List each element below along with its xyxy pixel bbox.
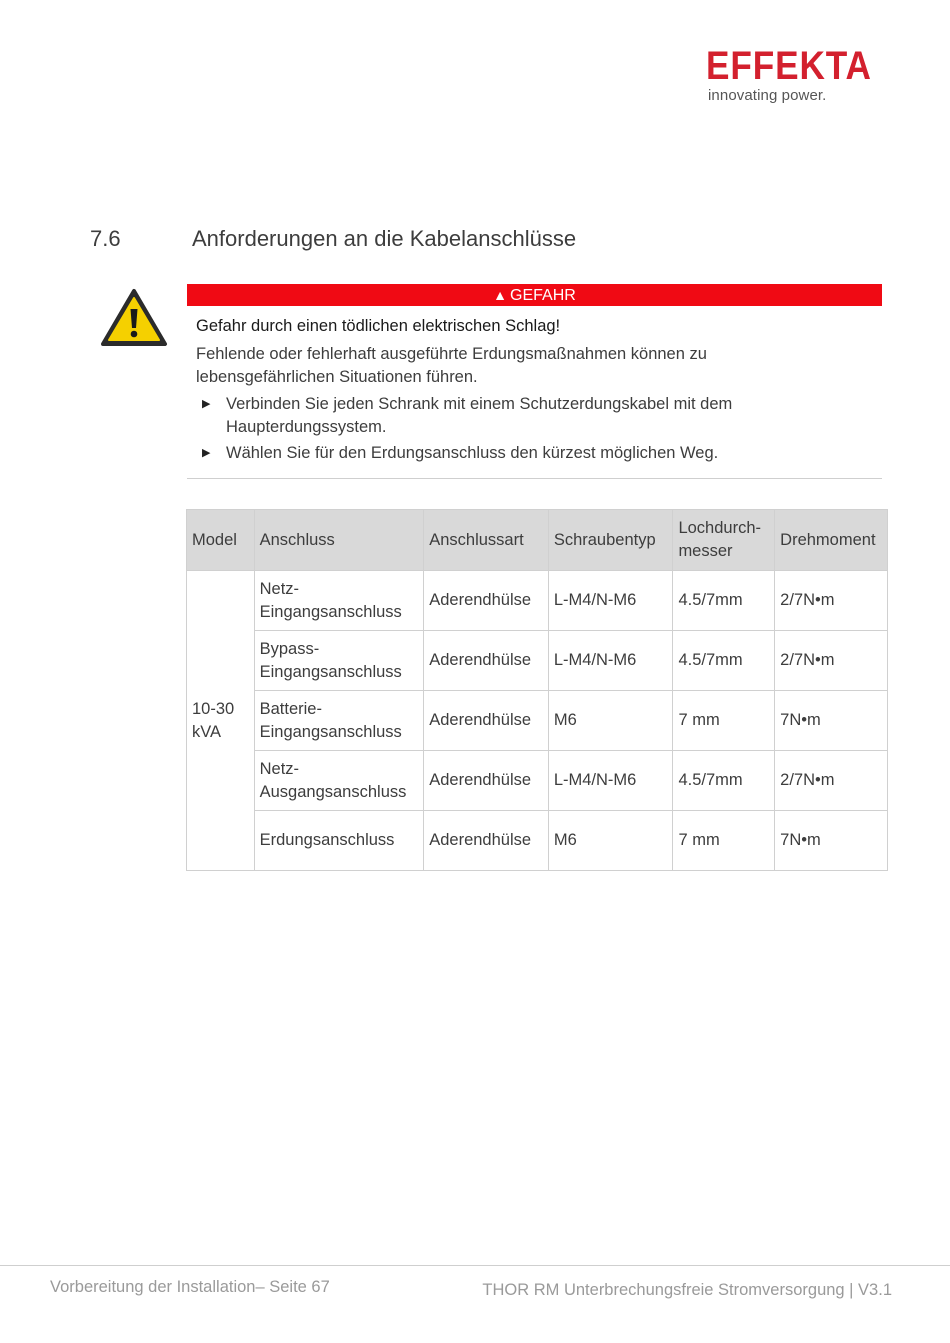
schraubentyp-cell: L-M4/N-M6 <box>548 631 673 691</box>
anschlussart-cell: Aderendhülse <box>424 811 549 871</box>
drehmoment-cell: 2/7N•m <box>775 631 888 691</box>
bullet-text: Wählen Sie für den Erdungsanschluss den kürzest möglichen Weg. <box>226 444 719 462</box>
table-row <box>187 571 888 631</box>
logo-wordmark: EFFEKTA <box>706 44 872 88</box>
footer-page-info: Vorbereitung der Installation– Seite 67 <box>50 1278 330 1296</box>
footer-document-title: THOR RM Unterbrechungsfreie Stromversorgung | V3.1 <box>482 1281 892 1299</box>
drehmoment-cell: 2/7N•m <box>775 571 888 631</box>
logo-tagline: innovating power. <box>708 87 827 104</box>
bullet-arrow-icon: ▶ <box>202 447 211 459</box>
schraubentyp-cell: L-M4/N-M6 <box>548 751 673 811</box>
anschlussart-cell: Aderendhülse <box>424 631 549 691</box>
anschluss-cell: Bypass-Eingangsanschluss <box>254 631 424 691</box>
bullet-arrow-icon: ▶ <box>202 398 211 410</box>
header-anschluss: Anschluss <box>254 510 424 571</box>
schraubentyp-cell: M6 <box>548 691 673 751</box>
alert-triangle-icon: ▲ <box>493 287 508 303</box>
table-row <box>187 631 888 691</box>
lochdurchmesser-cell: 7 mm <box>673 691 775 751</box>
table-row <box>187 811 888 871</box>
drehmoment-cell: 2/7N•m <box>775 751 888 811</box>
anschlussart-cell: Aderendhülse <box>424 751 549 811</box>
warning-headline: Gefahr durch einen tödlichen elektrischen Schlag! <box>196 317 561 335</box>
anschluss-cell: Netz-Ausgangsanschluss <box>254 751 424 811</box>
schraubentyp-cell: L-M4/N-M6 <box>548 571 673 631</box>
lochdurchmesser-cell: 4.5/7mm <box>673 631 775 691</box>
anschluss-cell: Netz-Eingangsanschluss <box>254 571 424 631</box>
anschluss-cell: Batterie-Eingangsanschluss <box>254 691 424 751</box>
table-row <box>187 691 888 751</box>
drehmoment-cell: 7N•m <box>775 811 888 871</box>
warning-triangle-icon <box>100 288 168 348</box>
schraubentyp-cell: M6 <box>548 811 673 871</box>
header-schraubentyp: Schraubentyp <box>548 510 673 571</box>
footer-divider <box>0 1265 950 1266</box>
anschluss-cell: Erdungsanschluss <box>254 811 424 871</box>
table-row <box>187 751 888 811</box>
lochdurchmesser-cell: 4.5/7mm <box>673 751 775 811</box>
warning-text: Fehlende oder fehlerhaft ausgeführte Erdungsmaßnahmen können zu lebensgefährlichen Situationen führen. <box>196 345 707 386</box>
lochdurchmesser-cell: 4.5/7mm <box>673 571 775 631</box>
cable-spec-table <box>186 509 888 871</box>
danger-banner <box>187 284 882 306</box>
section-title: Anforderungen an die Kabelanschlüsse <box>192 226 577 251</box>
divider <box>187 478 882 479</box>
bullet-text: Verbinden Sie jeden Schrank mit einem Schutzerdungskabel mit dem Haupterdungssystem. <box>226 395 733 436</box>
header-lochdurchmesser: Lochdurch-messer <box>673 510 775 571</box>
section-number: 7.6 <box>90 226 121 251</box>
drehmoment-cell: 7N•m <box>775 691 888 751</box>
model-cell: 10-30 kVA <box>187 571 255 871</box>
anschlussart-cell: Aderendhülse <box>424 571 549 631</box>
effekta-logo <box>706 46 886 104</box>
header-drehmoment: Drehmoment <box>775 510 888 571</box>
table-header-row <box>187 510 888 571</box>
anschlussart-cell: Aderendhülse <box>424 691 549 751</box>
lochdurchmesser-cell: 7 mm <box>673 811 775 871</box>
header-anschlussart: Anschlussart <box>424 510 549 571</box>
danger-label: GEFAHR <box>510 287 576 304</box>
header-model: Model <box>187 510 255 571</box>
